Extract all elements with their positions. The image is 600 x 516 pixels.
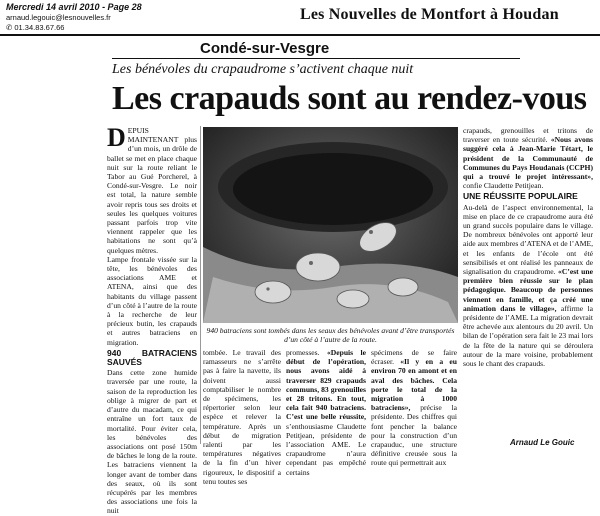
author-email: arnaud.legouic@lesnouvelles.fr: [6, 13, 111, 22]
newspaper-title: Les Nouvelles de Montfort à Houdan: [300, 6, 559, 23]
col3-text-c: s’enthousiasme Claudette Petitjean, présidente de l’association AME. Le crapaudrome n’aura cependant pas empêché certains: [286, 421, 366, 477]
locality-heading: Condé-sur-Vesgre: [200, 40, 330, 57]
col4-text-c: précise la présidente. Des chiffres qui font pencher la balance pour la construction d’un crapauduc, une structure définitive creusée sous la route qui permettrait aux: [371, 403, 457, 468]
article-photo: [203, 127, 458, 323]
col2-paragraph: tombée. Le travail des ramasseurs ne s’arrête pas à faire la navette, ils doivent aussi comptabiliser le nombre de spécimens, les répertorier selon leur espèce et relever la température. Après un début de migration ralenti par les températures négatives de la fin d’un hiver rigoureux, le dispositif a tenu toutes ses: [203, 348, 281, 486]
col1-paragraph-3: Dans cette zone humide traversée par une route, la saison de la reproduction les oblige à migrer de part et d’autre du macadam, ce qui entraîne un fort taux de mortalité. Pour éviter cela, les bénévoles des associations ont posé 150m de bâches le long de la route. Les batraciens viennent la longer avant de tomber dans des seaux, où ils sont récupérés par les membres des associations une fois la nuit: [107, 368, 197, 516]
article-column-4: [371, 348, 457, 468]
drop-cap: D: [107, 123, 126, 152]
col5-text-f: affirme la présidente de l’AME. La migration devrait être achevée aux alentours du 20 avril. Un bilan de l’opération sera fait le 23 mai lors de la fête de la nature qui se déroulera autour de la mare voisine, probablement sous le chant des crapauds.: [463, 303, 594, 369]
author-phone: ✆ 01.34.83.67.66: [6, 23, 65, 32]
article-kicker: Les bénévoles du crapaudrome s’activent chaque nuit: [112, 62, 414, 77]
article-headline: Les crapauds sont au rendez-vous: [112, 80, 587, 117]
col5-text-c: confie Claudette Petitjean.: [463, 181, 544, 191]
col1-paragraph-1: EPUIS MAINTENANT plus d’un mois, un drôle de ballet se met en place chaque nuit sur la route reliant le Tabor au Gué Porcherel, à Condé-sur-Vesgre. Le noir est total, la nature semble avoir repris tous ses droits et seules les quelques voitures passant parfois trop vite viennent rappeler que les habitations ne sont qu’à quelques mètres.: [107, 126, 197, 255]
header-rule: [0, 34, 600, 36]
col3-quote: «Depuis le début de l’opération, nous avons aidé à traverser 829 crapauds communs, 83 grenouilles et 28 tritons. En tout, cela fait 940 batraciens. C’est une belle réussite,: [286, 348, 367, 422]
col4-text-a: spécimens de se faire écraser.: [371, 348, 457, 367]
subhead-reussite: UNE RÉUSSITE POPULAIRE: [463, 191, 578, 202]
article-column-5: [463, 126, 593, 438]
col5-quote-2: «C’est une première bien réussie sur le plan pédagogique. Beaucoup de personnes viennent en famille, et ça créé une animation dans le village»,: [463, 267, 593, 313]
toads-in-bucket-photo: [203, 127, 458, 323]
col5-text-a: crapauds, grenouilles et tritons de traverser en toute sécurité.: [463, 126, 593, 145]
subhead-batraciens: 940 BATRACIENS SAUVÉS: [107, 347, 197, 368]
locality-rule: [112, 58, 520, 59]
column-divider: [200, 126, 201, 444]
article-column-2: [203, 348, 281, 486]
page-date: Mercredi 14 avril 2010 - Page 28: [6, 2, 142, 12]
photo-caption: 940 batraciens sont tombés dans les seaux des bénévoles avant d’être transportés d’un côté à l’autre de la route.: [206, 326, 455, 344]
col1-paragraph-2: Lampe frontale vissée sur la tête, les bénévoles des associations AME et ATENA, ainsi que des habitants du village passent d’un côté à l’autre de la route à la recherche de leur précieux butin, les crapauds et autres batraciens en migration.: [107, 254, 197, 347]
col5-quote-1: «Nous avons suggéré cela à Jean-Marie Tétart, le président de la Communauté de Communes du Pays Houdanais (CCPH) qui a trouvé le projet intéressant»,: [463, 135, 594, 182]
article-column-3: [286, 348, 367, 477]
col5-text-d: Au-delà de l’aspect environnemental, la mise en place de ce crapaudrome aura été un grand succès populaire dans le village. De nombreux bénévoles ont apporté leur aide aux membres d’ATENA et de l’AME, et les enfants de l’école ont été sensibilisés et ont réalisé les panneaux de signalisation du crapaudrome.: [463, 202, 593, 277]
article-byline: Arnaud Le Gouic: [510, 438, 575, 447]
col3-text-a: promesses.: [286, 348, 327, 357]
col4-quote: «Il y en a eu environ 70 en amont et en aval des bâches. Cela porte le total de la migration à 1000 batraciens»,: [371, 357, 457, 413]
article-column-1: [107, 123, 197, 516]
